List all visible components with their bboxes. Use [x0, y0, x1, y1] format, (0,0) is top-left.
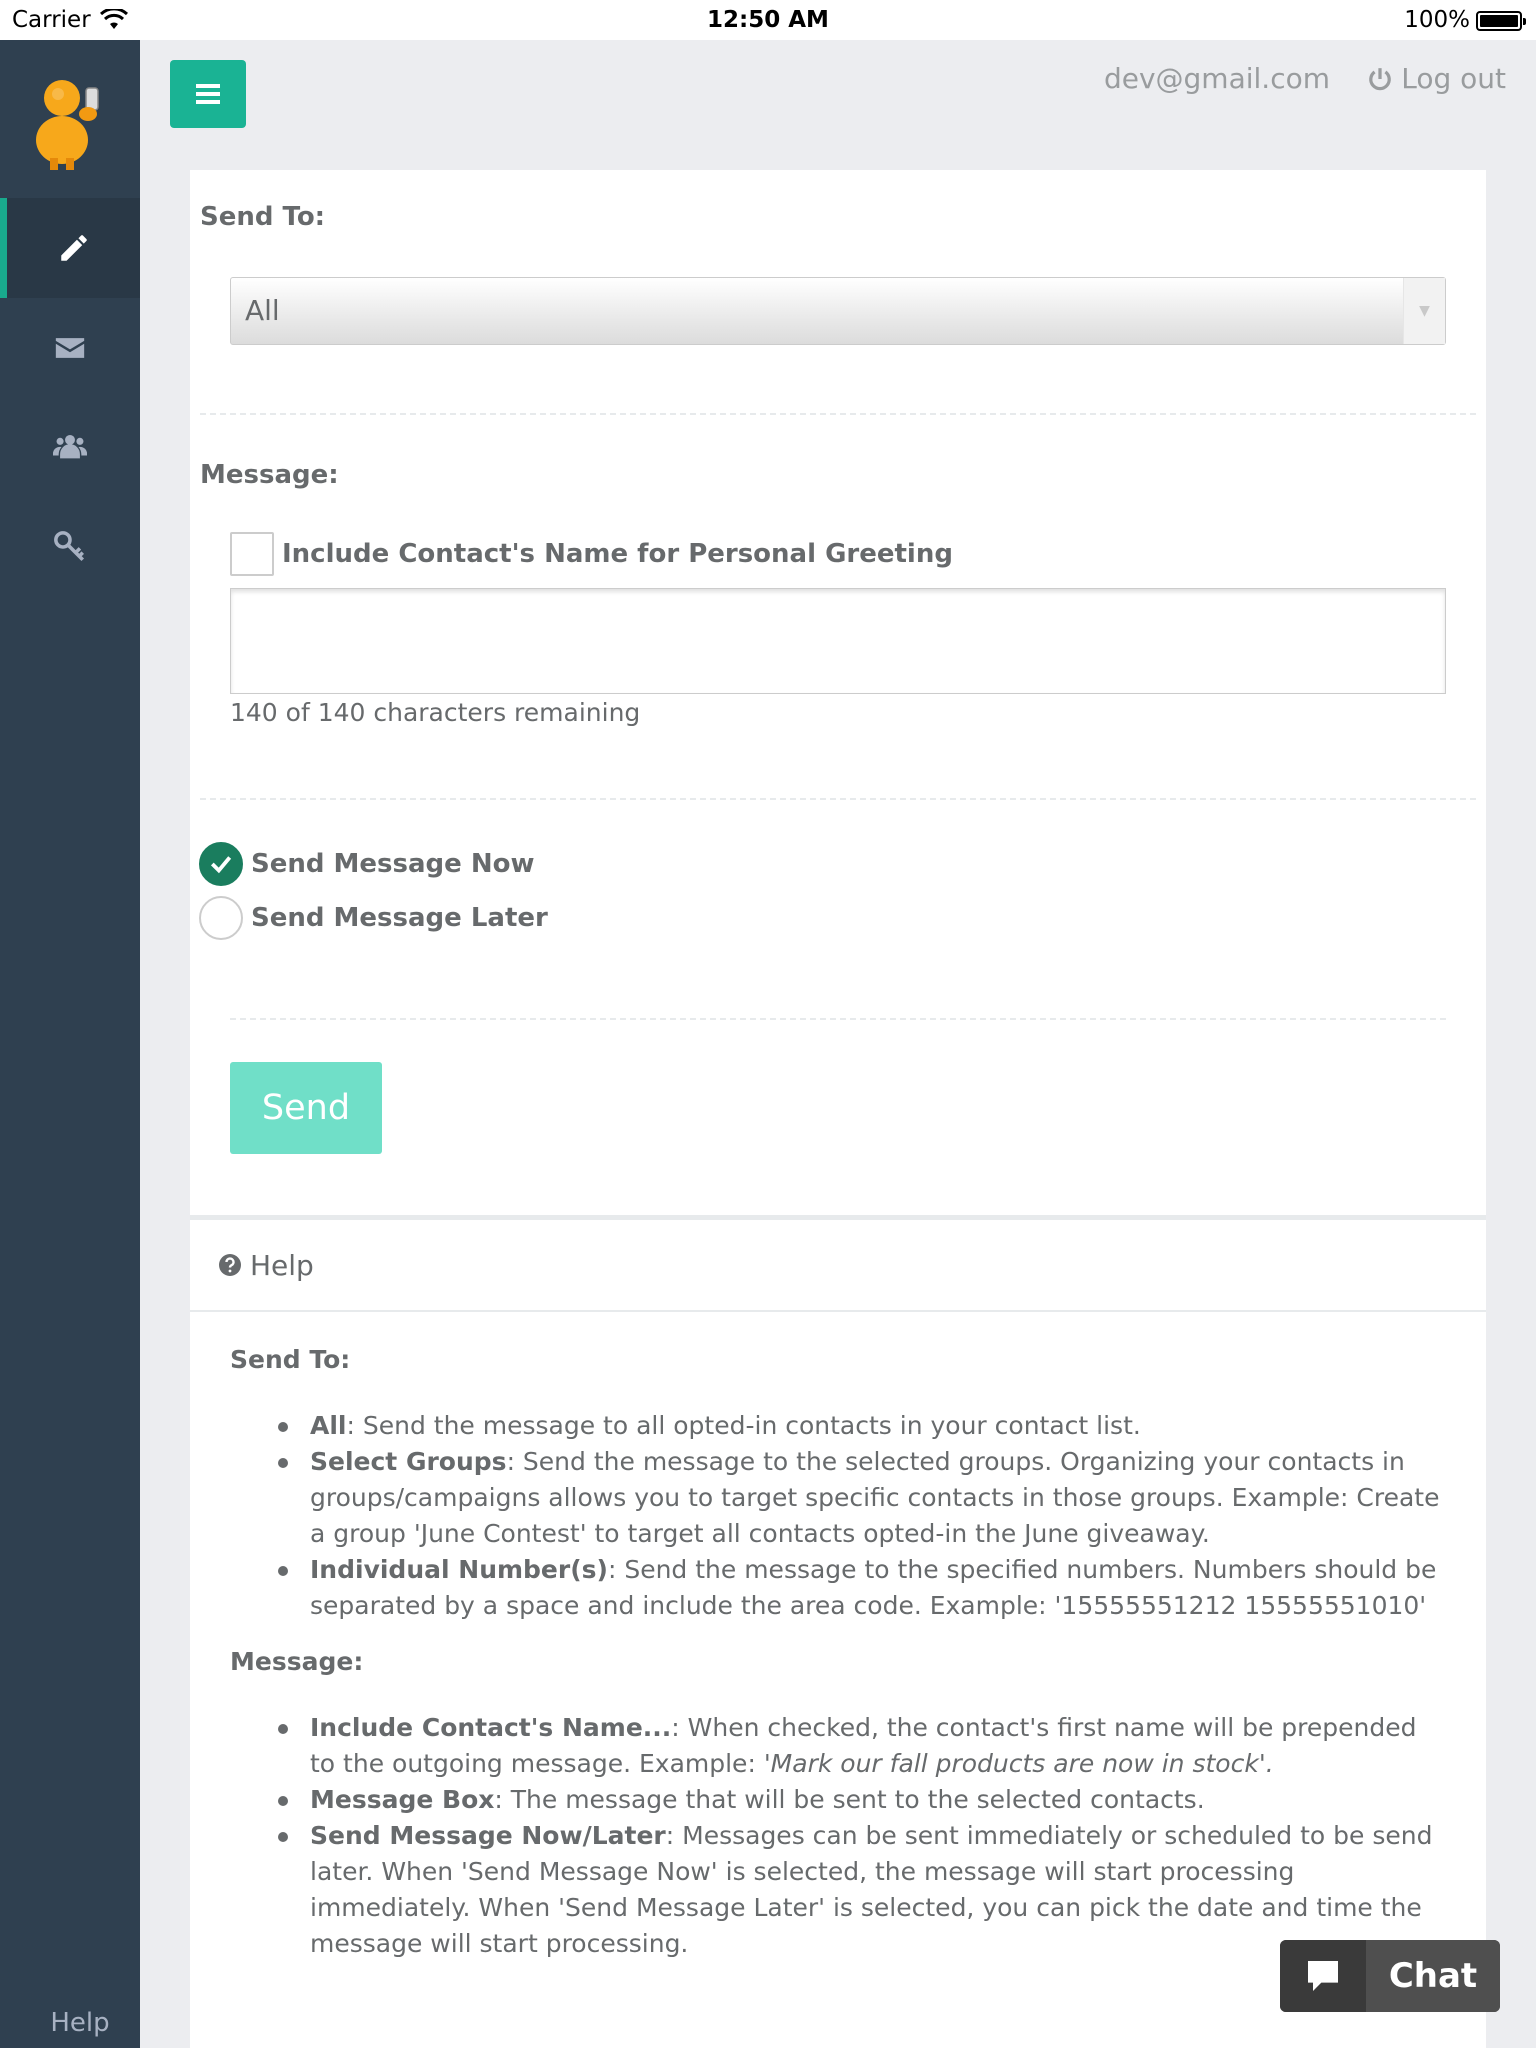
help-term: Include Contact's Name...	[310, 1713, 672, 1742]
help-term: Individual Number(s)	[310, 1555, 608, 1584]
send-now-option[interactable]	[199, 842, 534, 886]
checkmark-icon	[208, 851, 234, 877]
clock: 12:50 AM	[707, 7, 829, 33]
help-text: : When checked, the contact's first name will be prepended to the outgoing message. Example:	[310, 1713, 1417, 1778]
chat-button[interactable]	[1280, 1940, 1500, 2012]
chat-bubble-icon	[1303, 1956, 1343, 1996]
list-item	[310, 1782, 1446, 1818]
character-counter: 140 of 140 characters remaining	[230, 698, 641, 727]
sidebar-item-messages[interactable]	[0, 298, 140, 398]
carrier-label: Carrier	[12, 7, 91, 33]
help-term: Select Groups	[310, 1447, 507, 1476]
users-icon	[53, 430, 87, 464]
chat-icon-wrap	[1280, 1940, 1366, 2012]
list-item	[310, 1710, 1446, 1782]
help-term: Send Message Now/Later	[310, 1821, 666, 1850]
send-to-select[interactable]	[230, 277, 1446, 345]
sidebar-item-settings[interactable]	[0, 497, 140, 597]
send-button[interactable]: Send	[230, 1062, 382, 1154]
message-label: Message:	[200, 460, 339, 490]
wifi-icon	[100, 9, 128, 31]
send-to-label: Send To:	[200, 202, 326, 232]
help-text: : Messages can be sent immediately or scheduled to be send later. When 'Send Message Now' is selected, the message will start processing immediately. When 'Send Message Later' is selected, you can pick the date and time the message will start processing.	[310, 1821, 1433, 1958]
send-later-option[interactable]	[199, 896, 548, 940]
list-item	[310, 1818, 1446, 1962]
sidebar-help-link[interactable]: Help	[50, 2008, 110, 2038]
user-email: dev@gmail.com	[1103, 62, 1330, 95]
battery-icon	[1476, 11, 1522, 31]
compose-panel	[190, 170, 1486, 1215]
logout-button[interactable]	[1367, 62, 1506, 95]
help-panel	[190, 1215, 1486, 2048]
include-name-option[interactable]	[230, 532, 953, 576]
envelope-icon	[53, 331, 87, 365]
key-icon	[53, 530, 87, 564]
sidebar	[0, 40, 140, 2048]
chevron-down-icon: ▼	[1403, 278, 1445, 344]
send-later-label: Send Message Later	[251, 903, 548, 933]
status-bar	[0, 0, 1536, 40]
send-to-value: All	[245, 294, 280, 327]
menu-toggle-button[interactable]	[170, 60, 246, 128]
sidebar-item-contacts[interactable]	[0, 397, 140, 497]
help-send-to-heading: Send To:	[230, 1345, 351, 1374]
help-text: : Send the message to the specified numbers. Numbers should be separated by a space and include the area code. Example: '15555551212 15555551010'	[310, 1555, 1437, 1620]
pencil-icon	[57, 231, 91, 265]
send-later-radio[interactable]	[199, 896, 243, 940]
help-text: : The message that will be sent to the selected contacts.	[494, 1785, 1205, 1814]
list-item	[310, 1444, 1446, 1552]
sidebar-item-compose[interactable]	[0, 198, 140, 298]
list-item	[310, 1552, 1446, 1624]
help-text: : Send the message to the selected groups. Organizing your contacts in groups/campaigns allows you to target specific contacts in those groups. Example: Create a group 'June Contest' to target all contacts opted-in the June giveaway.	[310, 1447, 1440, 1548]
hamburger-icon	[196, 92, 220, 96]
help-body	[190, 1312, 1486, 1962]
help-term: All	[310, 1411, 347, 1440]
divider	[200, 413, 1476, 415]
include-name-checkbox[interactable]	[230, 532, 274, 576]
help-example: 'Mark our fall products are now in stock'.	[763, 1749, 1274, 1778]
message-textarea[interactable]	[230, 588, 1446, 694]
logout-label: Log out	[1401, 62, 1506, 95]
divider	[200, 798, 1476, 800]
help-header[interactable]	[190, 1220, 1486, 1312]
list-item	[310, 1408, 1446, 1444]
help-title: Help	[250, 1248, 314, 1282]
help-send-to-list	[230, 1408, 1446, 1624]
divider	[230, 1018, 1446, 1020]
help-message-list	[230, 1710, 1446, 1962]
app-logo	[30, 70, 110, 170]
send-now-label: Send Message Now	[251, 849, 535, 879]
battery-percent: 100%	[1404, 7, 1470, 33]
help-message-heading: Message:	[230, 1647, 364, 1676]
send-now-radio[interactable]	[199, 842, 243, 886]
question-circle-icon	[218, 1253, 242, 1277]
include-name-label: Include Contact's Name for Personal Greeting	[282, 539, 953, 569]
power-icon	[1367, 66, 1393, 92]
help-term: Message Box	[310, 1785, 495, 1814]
chat-label: Chat	[1366, 1940, 1500, 2012]
help-text: : Send the message to all opted-in contacts in your contact list.	[346, 1411, 1141, 1440]
